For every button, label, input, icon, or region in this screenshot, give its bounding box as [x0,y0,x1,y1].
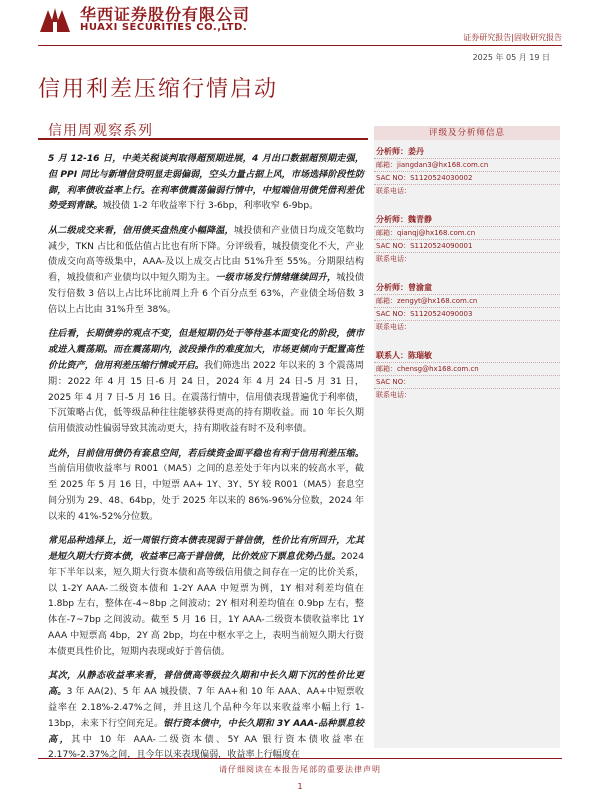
company-name-cn: 华西证券股份有限公司 [80,5,251,24]
contact-phone: 联系电话： [374,388,560,401]
analyst-sac: SAC NO：S1120524030002 [374,171,560,184]
header-divider [38,45,562,46]
page-number: 1 [297,782,303,791]
analyst-card [374,146,560,197]
paragraph-6: 其次，从静态收益率来看，普信债高等级拉久期和中长久期下沉的性价比更高。3 年 AA(2)、5 年 AA 城投债、7 年 AA+和 10 年 AAA、AA+中短票收益率在 2.18%-2.47%之间，并且这几个品种今年以来收益率小幅上行 1-13bp，未来下行空间充足。银行资本债中，中长久期和 3Y AAA-品种票息较高，其中 10 年 AAA-二级资本债、5Y AA 银行资本债收益率在 2.17%-2.37%之间，且今年以来表现偏弱，收益率上行幅度在 [48,671,364,761]
analyst-email[interactable]: 邮箱：qianqj@hx168.com.cn [374,226,560,239]
report-body [48,152,364,773]
contact-card [374,350,560,401]
legal-disclaimer: 请仔细阅读在本报告尾部的重要法律声明 [219,765,381,774]
sidebar-heading: 评级及分析师信息 [374,126,560,140]
series-title: 信用周观察系列 [48,123,153,139]
analyst-phone: 联系电话： [374,320,560,333]
analyst-phone: 联系电话： [374,252,560,265]
paragraph-1: 5 月 12-16 日，中美关税谈判取得超预期进展，4 月出口数据超预期走强，但 PPI 同比与新增信贷明显走弱偏弱，空头力量占据上风，市场选择阶段性防御，利率债收益率上行。在利率债震荡偏弱行情中，中短端信用债凭借利差优势受到青睐。城投债 1-2 年收益率下行 3-6bp，利率收窄 6-9bp。 [48,154,364,212]
analyst-sidebar [374,126,560,748]
series-divider [38,138,368,140]
company-name-en: HUAXI SECURITIES CO.,LTD. [80,22,248,33]
analyst-email[interactable]: 邮箱：jiangdan3@hx168.com.cn [374,158,560,171]
analyst-phone: 联系电话： [374,184,560,197]
analyst-name: 分析师：曾渝童 [376,283,432,292]
paragraph-2: 从二级成交来看，信用债买盘热度小幅降温，城投债和产业债日均成交笔数均减少，TKN 占比和低估值占比也有所下降。分评级看，城投债变化不大，产业债成交向高等级集中，AAA-及以上成交占比由 51%升至 55%。分期限结构看，城投债和产业债均以中短久期为主。一级市场发行情绪继续回升，城投债发行倍数 3 倍以上占比环比前周上升 6 个百分点至 63%，产业债全场倍数 3 倍以上占比由 31%升至 38%。 [48,225,364,315]
paragraph-3: 往后看，长期债券的观点不变，但是短期仍处于等待基本面变化的阶段，债市或进入震荡期。而在震荡期内，波段操作的难度加大，市场更倾向于配置高性价比资产，信用利差压缩行情或开启。我们筛选出 2022 年以来的 3 个震荡周期：2022 年 4 月 15 日-6 月 24 日，2024 年 4 月 24 日-5 月 31 日，2025 年 4 月 7 日-5 月 16 日。在震荡行情中，信用债表现普遍优于利率债，下沉策略占优，低等级品种往往能够获得更高的持有期收益。而 10 年长久期信用债波动性偏弱导致其流动更大，持有期收益有时不及利率债。 [48,329,364,435]
report-type: 证券研究报告|固收研究报告 [463,33,562,42]
analyst-email[interactable]: 邮箱：zengyt@hx168.com.cn [374,294,560,307]
analyst-sac: SAC NO：S1120524090001 [374,239,560,252]
contact-email[interactable]: 邮箱：chensg@hx168.com.cn [374,362,560,375]
footer-divider [38,758,562,759]
analyst-card [374,282,560,333]
contact-sac: SAC NO： [374,375,560,388]
analyst-sac: SAC NO：S1120524090003 [374,307,560,320]
report-date: 2025 年 05 月 19 日 [472,53,550,62]
huaxi-logo-icon [38,4,72,34]
paragraph-5: 常见品种选择上，近一周银行资本债表现弱于普信债，性价比有所回升，尤其是短久期大行资本债，收益率已高于普信债，比价效应下票息优势凸显。2024 年下半年以来，短久期大行资本债和高等级信用债之间存在一定的比价关系，以 1-2Y AAA-二级资本债和 1-2Y AAA 中短票为例，1Y 相对利差均值在 1.8bp 左右，整体在-4~8bp 之间波动；2Y 相对利差均值在 0.9bp 左右，整体在-7~7bp 之间波动。截至 5 月 16 日，1Y AAA-二级资本债收益率比 1Y AAA 中短票高 4bp，2Y 高 2bp，均在中枢水平之上，表明当前短久期大行资本债更具性价比，短期内表现或好于普信债。 [48,536,364,657]
paragraph-4: 此外，目前信用债仍有套息空间，若后续资金面平稳也有利于信用利差压缩。当前信用债收益率与 R001（MA5）之间的息差处于年内以来的较高水平，截至 2025 年 5 月 16 日，中短票 AA+ 1Y、3Y、5Y 较 R001（MA5）套息空间分别为 29、48、64bp，处于 2025 年以来的 86%-96%分位数，2024 年以来的 41%-52%分位数。 [48,448,364,522]
analyst-name: 分析师：魏青静 [376,215,432,224]
analyst-name: 分析师：姜丹 [376,147,424,156]
analyst-card [374,214,560,265]
report-title: 信用利差压缩行情启动 [38,77,279,102]
contact-name: 联系人：陈瑞敏 [376,351,432,360]
